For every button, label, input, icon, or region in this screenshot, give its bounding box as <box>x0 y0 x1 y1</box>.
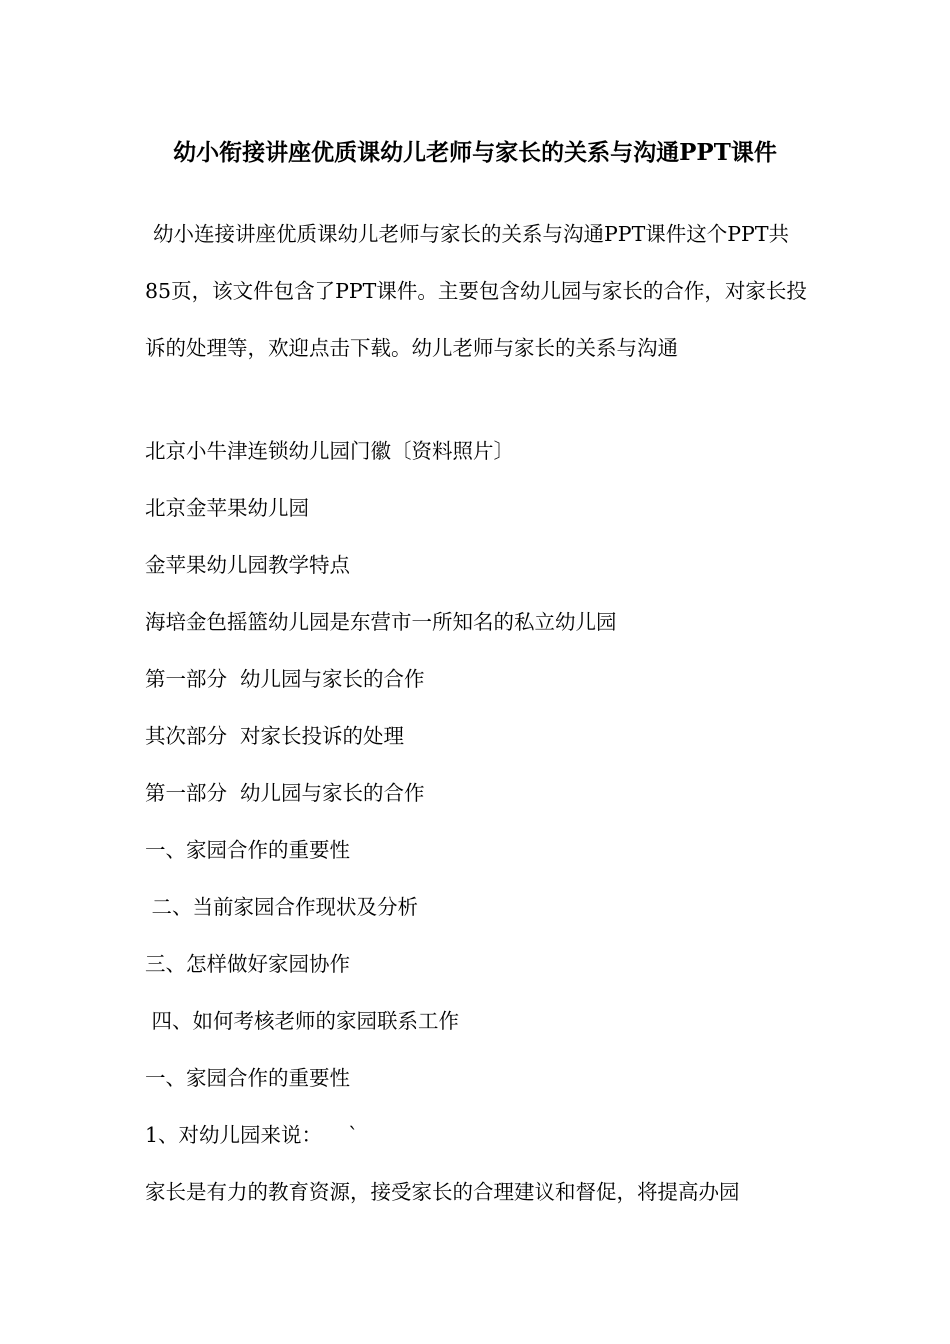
paragraph-line: 北京小牛津连锁幼儿园门徽〔资料照片〕 <box>145 439 514 463</box>
paragraph-line: 一、家园合作的重要性 <box>145 1066 350 1090</box>
paragraph-line: 金苹果幼儿园教学特点 <box>145 553 350 577</box>
paragraph-line: 海培金色摇篮幼儿园是东营市一所知名的私立幼儿园 <box>145 610 617 634</box>
paragraph-line: 三、怎样做好家园协作 <box>145 952 350 976</box>
paragraph-line: 二、当前家园合作现状及分析 <box>145 895 419 919</box>
paragraph-line: 北京金苹果幼儿园 <box>145 496 309 520</box>
paragraph-line: 四、如何考核老师的家园联系工作 <box>145 1009 460 1033</box>
paragraph-line: 第一部分 幼儿园与家长的合作 <box>145 667 425 691</box>
intro-paragraph: 幼小连接讲座优质课幼儿老师与家长的关系与沟通PPT课件这个PPT共85页，该文件包含了PPT课件。主要包含幼儿园与家长的合作，对家长投诉的处理等，欢迎点击下载。幼儿老师与家长的关系与沟通 <box>145 222 807 360</box>
paragraph-line: 一、家园合作的重要性 <box>145 838 350 862</box>
paragraph-line: 1、对幼儿园来说： ` <box>145 1123 359 1147</box>
paragraph-line: 第一部分 幼儿园与家长的合作 <box>145 781 425 805</box>
paragraph-line: 家长是有力的教育资源，接受家长的合理建议和督促，将提高办园 <box>145 1180 740 1204</box>
paragraph-line: 其次部分 对家长投诉的处理 <box>145 724 405 748</box>
document-title: 幼小衔接讲座优质课幼儿老师与家长的关系与沟通PPT课件 <box>173 139 777 166</box>
